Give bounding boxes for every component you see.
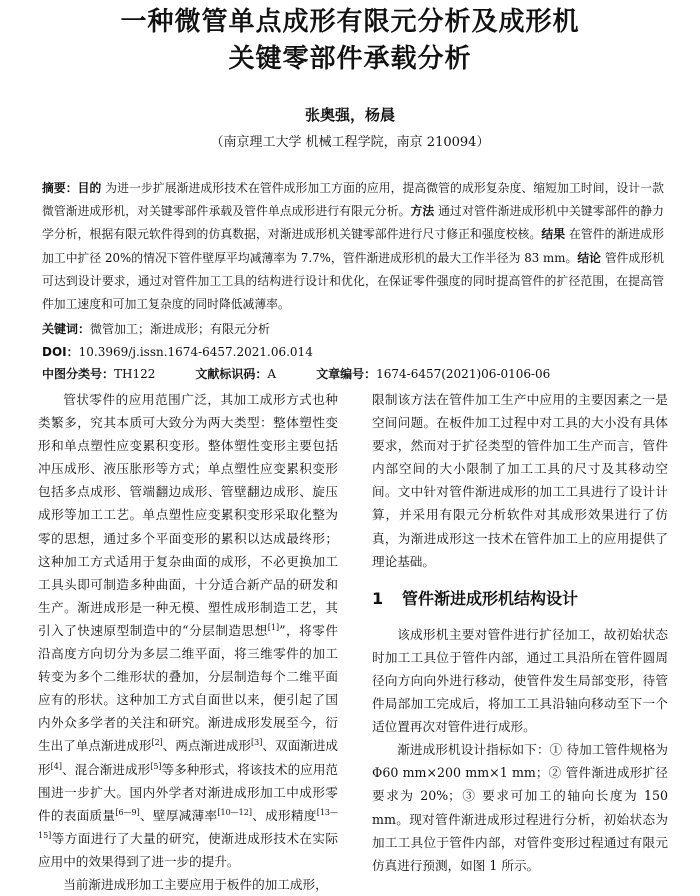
doi-value: 10.3969/j.issn.1674-6457.2021.06.014: [78, 345, 313, 359]
text-run: 、双面渐进成形: [38, 738, 339, 777]
body-paragraph: 该成形机主要对管件进行扩径加工，故初始状态时加工工具位于管件内部，通过工具沿所在管件圆周径向方向向外进行移动，使管件发生局部变形，待管件局部加工完成后，将加工工具沿轴向移动至下一个适位置再次对管件进行成形。: [372, 626, 668, 735]
clc-value: TH122: [114, 367, 156, 381]
citation: [13—15]: [38, 807, 339, 840]
text-run: 、两点渐进成形: [162, 738, 252, 754]
text-run: 等方面进行了大量的研究，使渐进成形技术在实际应用中的效果得到了进一步的提升。: [38, 830, 338, 869]
conclusion-label: 结论: [577, 250, 602, 265]
conclusion-text: 管件成形机可达到设计要求，通过对管件加工工具的结构进行设计和优化，在保证零件强度的同时提高管件的扩径范围，在提高管件加工速度和可加工复杂度的同时降低减薄率。: [42, 250, 664, 312]
doi-label: DOI：: [42, 345, 79, 359]
citation: [10—12]: [217, 807, 252, 817]
text-run: 管状零件的应用范围广泛，其加工成形方式也种类繁多，究其本质可大致分为两大类型：整体塑性变形和单点塑性应变累积变形。整体塑性变形主要包括冲压成形、液压胀形等方式；单点塑性应变累积变形包括多点成形、管端翻边成形、管壁翻边成形、旋压成形等加工工艺。单点塑性应变累积变形采取化整为零的思想，通过多个平面变形的累积以达成最终形；这种加工方式适用于复杂曲面的成形，不必更换加工工具头即可制造多种曲面，十分适合新产品的研发和生产。渐进成形是一种无模、塑性成形制造工艺，其引入了快速原型制造中的“分层制造思想: [38, 392, 338, 638]
purpose-text: 为进一步扩展渐进成形技术在管件成形加工方面的应用，提高微管的成形复杂度、缩短加工时间，设计一款微管渐进成形机，对关键零部件承载及管件单点成形进行有限元分析。: [42, 181, 664, 219]
paper-title-line-2: 关键零部件承载分析: [228, 44, 472, 74]
section-heading: [372, 587, 668, 611]
clc-label: 中图分类号：: [42, 367, 115, 381]
citation: [3]: [251, 738, 263, 748]
method-label: 方法: [410, 204, 435, 219]
citation: [5]: [150, 761, 162, 771]
text-run: 等多种形式，将该技术的应用范围进一步扩大。国内外学者对渐进成形加工中成形零件的表面质量: [38, 761, 339, 823]
citation: [1]: [267, 622, 280, 632]
keywords: [42, 320, 270, 338]
citation: [2]: [151, 738, 163, 748]
body-paragraph: 当前渐进成形加工主要应用于板件的加工成形，: [63, 876, 328, 892]
text-run: 、壁厚减薄率: [139, 807, 218, 823]
classification: [42, 365, 664, 383]
authors: 张奥强，杨晨: [304, 106, 395, 124]
article-number-value: 1674-6457(2021)06-0106-06: [376, 367, 551, 381]
text-run: 、混合渐进成形: [61, 761, 151, 777]
section-title: 管件渐进成形机结构设计: [402, 588, 579, 608]
body-paragraph: [38, 388, 338, 873]
body-paragraph: 限制该方法在管件加工生产中应用的主要因素之一是空间问题。在板件加工过程中对工具的大小没有具体要求，然而对于扩径类型的管件加工生产而言，管件内部空间的大小限制了加工工具的尺寸及其移动空间。文中针对管件渐进成形的加工工具进行了设计计算，并采用有限元分析软件对其成形效果进行了仿真，为渐进成形这一技术在管件加工上的应用提供了理论基础。: [372, 392, 668, 569]
text-run: ”，将零件沿高度方向切分为多层二维平面，将三维零件的加工转变为多个二维形状的叠加，分层制造每个二维平面应有的形状。这种加工方式自面世以来，便引起了国内外众多学者的关注和研究。渐进成形发展至今，衍生出了单点渐进成形: [38, 622, 338, 754]
citation: [4]: [50, 761, 62, 771]
keywords-value: 微管加工；渐进成形；有限元分析: [90, 322, 271, 336]
section-number: 1: [372, 588, 384, 608]
result-text: 在管件的渐进成形加工中扩径 20%的情况下管件壁厚平均减薄率为 7.7%，管件渐进成形机的最大工作半径为 83 mm。: [42, 227, 664, 265]
doi: [42, 343, 313, 361]
keywords-label: 关键词：: [42, 322, 91, 336]
paper-title-line-1: 一种微管单点成形有限元分析及成形机: [120, 7, 580, 37]
body-paragraph: 渐进成形机设计指标如下：① 待加工管件规格为 Φ60 mm×200 mm×1 mm；② 管件渐进成形扩径要求为 20%；③ 要求可加工的轴向长度为 150 mm。现对管件渐进成形过程进行分析，初始状态为加工工具位于管件内部，对管件变形过程通过有限元仿真进行预测，如图 1 所示。: [372, 742, 668, 873]
doc-code-label: 文献标识码：: [195, 367, 268, 381]
doc-code-value: A: [267, 367, 277, 381]
right-column: [372, 388, 668, 877]
article-number-label: 文章编号：: [316, 367, 377, 381]
text-run: 、成形精度: [251, 807, 317, 823]
purpose-label: 目的: [77, 181, 102, 195]
method-text: 通过对管件渐进成形机中关键零部件的静力学分析，根据有限元软件得到的仿真数据，对渐进成形机关键零部件进行尺寸修正和强度校核。: [42, 204, 664, 242]
left-column: [38, 388, 338, 896]
citation: [6—9]: [115, 807, 140, 817]
result-label: 结果: [541, 227, 566, 242]
abstract: [42, 177, 664, 316]
abstract-label: 摘要：: [42, 181, 78, 195]
affiliation: （南京理工大学 机械工程学院，南京 210094）: [210, 135, 490, 150]
